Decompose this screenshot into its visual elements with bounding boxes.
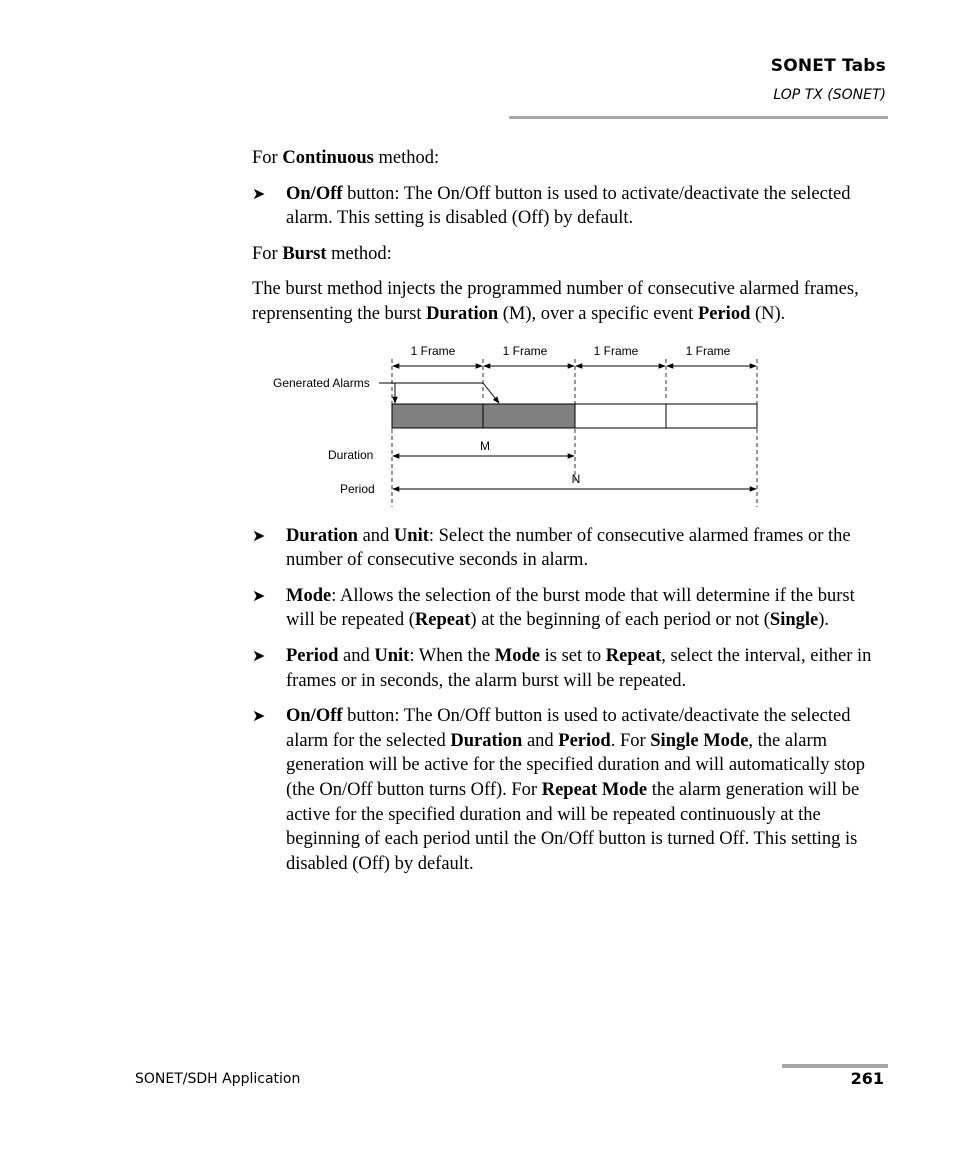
period-label: Period [340,481,375,496]
b3-text: , the alarm generation will be active for the specified duration and will automatically stop (the On/Off button turns Off). For [286,730,865,800]
continuous-onoff-bullet [252,182,888,231]
b1-text: : Allows the selection of the burst mode that will determine if the burst will be repeated ( [286,585,855,631]
b3-term-onoff: On/Off [286,706,343,727]
onoff-text: button: The On/Off button is used to activate/deactivate the selected alarm. This setting is disabled (Off) by default. [286,183,851,229]
page-number: 261 [850,1069,884,1088]
burst-desc-2: (M), over a specific event [498,303,698,324]
duration-label: Duration [328,447,374,462]
bullet-arrow-icon: ➤ [252,645,266,665]
burst-diagram [252,341,888,516]
header-rule [509,116,888,119]
b2-term-mode: Mode [494,645,541,666]
n-label: N [571,471,581,486]
m-label: M [480,438,490,453]
b3-text: . For [610,730,651,751]
b3-text: the alarm generation will be active for the specified duration and will be repeated continuously at the beginning of each period until the On/Off button is turned Off. This setting is disabled (Off) by default. [286,779,860,874]
b1-term-repeat: Repeat [414,610,471,631]
burst-desc-duration: Duration [426,303,499,324]
onoff-term: On/Off [286,183,343,204]
burst-intro-pre: For [252,243,283,264]
bullet-arrow-icon: ➤ [252,525,266,545]
alarm-pointer-2 [483,383,499,403]
duration-unit-bullet [252,524,888,573]
period-unit-bullet [252,644,888,693]
burst-description [252,277,888,326]
burst-term: Burst [282,243,327,264]
mode-bullet [252,584,888,633]
generated-alarms-label: Generated Alarms [273,375,370,390]
frame-box-4 [666,404,757,428]
frame-box-1 [392,404,483,428]
frame-box-2 [483,404,575,428]
b2-text: and [338,645,375,666]
b1-text: ). [818,610,830,631]
footer-section-name: SONET/SDH Application [135,1071,301,1087]
continuous-intro-pre: For [252,148,283,168]
frame-label-2: 1 Frame [502,343,548,358]
b2-text: , select the interval, either in frames or in seconds, the alarm burst will be repeated. [286,645,872,691]
b0-text: : Select the number of consecutive alarmed frames or the number of consecutive seconds in alarm. [286,525,851,571]
b3-text: and [522,730,559,751]
b0-term-unit: Unit [393,525,429,546]
b3-text: button: The On/Off button is used to activate/deactivate the selected alarm for the selected [286,706,851,751]
burst-desc-3: (N). [750,303,786,324]
frame-label-4: 1 Frame [685,343,731,358]
header-subtitle: LOP TX (SONET) [773,87,886,103]
frame-box-3 [575,404,666,428]
b3-term-single-mode: Single Mode [650,730,749,751]
continuous-term: Continuous [282,148,374,168]
b1-text: ) at the beginning of each period or not ( [470,610,770,631]
b2-term-repeat: Repeat [605,645,662,666]
b2-text: is set to [540,645,606,666]
bullet-arrow-icon: ➤ [252,183,266,203]
burst-onoff-bullet [252,704,888,876]
burst-desc-1: The burst method injects the programmed number of consecutive alarmed frames, reprensenting the burst [252,279,859,324]
header-title: SONET Tabs [770,56,886,76]
b3-term-period: Period [558,730,611,751]
burst-intro [252,242,888,267]
bullet-arrow-icon: ➤ [252,585,266,605]
b3-term-repeat-mode: Repeat Mode [541,779,648,800]
b2-text: : When the [409,645,495,666]
b0-term-duration: Duration [286,525,358,546]
b2-term-period: Period [286,645,339,666]
page-content [252,146,888,887]
burst-diagram-svg [252,341,888,516]
frame-label-3: 1 Frame [593,343,639,358]
bullet-arrow-icon: ➤ [252,706,266,726]
b1-term-single: Single [769,610,819,631]
b0-text: and [357,525,394,546]
burst-desc-period: Period [697,303,751,324]
continuous-intro-post: method: [373,148,440,168]
footer-rule [782,1064,888,1068]
burst-intro-post: method: [326,243,392,264]
b2-term-unit: Unit [374,645,410,666]
continuous-intro [252,146,888,171]
b1-term-mode: Mode [286,585,332,606]
frame-label-1: 1 Frame [410,343,456,358]
b3-term-duration: Duration [450,730,523,751]
